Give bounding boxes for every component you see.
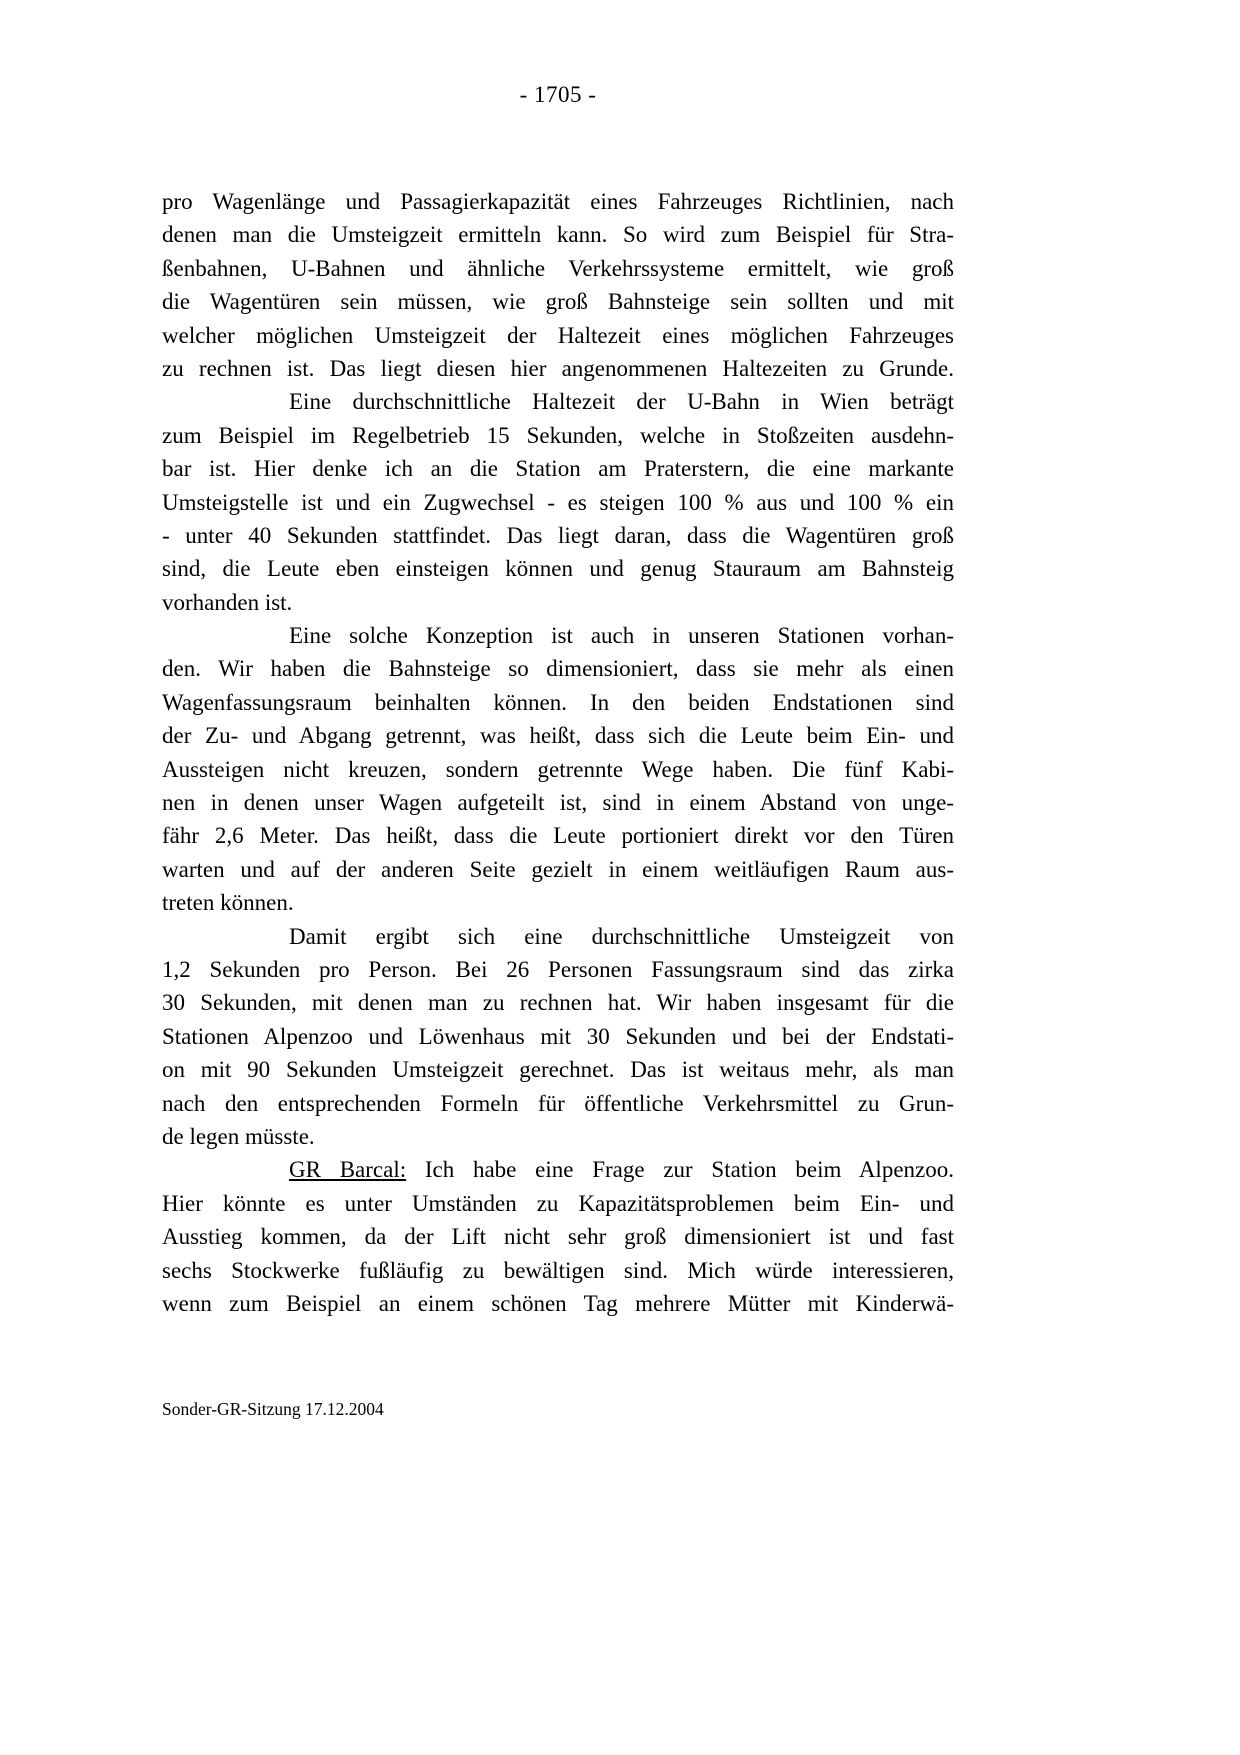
text-line: wenn zum Beispiel an einem schönen Tag mehrere Mütter mit Kinderwä-: [162, 1290, 954, 1316]
text-line: den. Wir haben die Bahnsteige so dimensioniert, dass sie mehr als einen: [162, 656, 954, 682]
text-line: pro Wagenlänge und Passagierkapazität eines Fahrzeuges Richtlinien, nach: [162, 189, 954, 214]
text-line: GR Barcal: Ich habe eine Frage zur Station beim Alpenzoo.: [289, 1157, 954, 1183]
text-line: Damit ergibt sich eine durchschnittliche Umsteigzeit von: [289, 923, 954, 949]
text-line: fähr 2,6 Meter. Das heißt, dass die Leute portioniert direkt vor den Türen: [162, 823, 954, 849]
text-line: die Wagentüren sein müssen, wie groß Bahnsteige sein sollten und mit: [162, 289, 954, 315]
text-line: de legen müsste.: [162, 1123, 315, 1149]
text-line: Hier könnte es unter Umständen zu Kapazitätsproblemen beim Ein- und: [162, 1190, 954, 1216]
text-line: vorhanden ist.: [162, 589, 293, 615]
text-line: Wagenfassungsraum beinhalten können. In den beiden Endstationen sind: [162, 689, 954, 715]
text-line: 1,2 Sekunden pro Person. Bei 26 Personen Fassungsraum sind das zirka: [162, 956, 954, 982]
text-line: sind, die Leute eben einsteigen können und genug Stauraum am Bahnsteig: [162, 556, 954, 582]
text-line: Umsteigstelle ist und ein Zugwechsel - es steigen 100 % aus und 100 % ein: [162, 489, 954, 515]
text-line: Aussteigen nicht kreuzen, sondern getrennte Wege haben. Die fünf Kabi-: [162, 756, 954, 782]
text-line: - unter 40 Sekunden stattfindet. Das liegt daran, dass die Wagentüren groß: [162, 522, 954, 548]
text-line: Stationen Alpenzoo und Löwenhaus mit 30 Sekunden und bei der Endstati-: [162, 1023, 954, 1049]
text-line: zum Beispiel im Regelbetrieb 15 Sekunden, welche in Stoßzeiten ausdehn-: [162, 422, 954, 448]
text-line: Ausstieg kommen, da der Lift nicht sehr groß dimensioniert ist und fast: [162, 1224, 954, 1250]
text-line: welcher möglichen Umsteigzeit der Haltezeit eines möglichen Fahrzeuges: [162, 322, 954, 348]
text-line: warten und auf der anderen Seite gezielt in einem weitläufigen Raum aus-: [162, 856, 954, 882]
body-text: [162, 185, 954, 1320]
page-number: - 1705 -: [519, 82, 597, 107]
text-line: denen man die Umsteigzeit ermitteln kann. So wird zum Beispiel für Stra-: [162, 222, 954, 248]
text-line: bar ist. Hier denke ich an die Station am Praterstern, die eine markante: [162, 456, 954, 482]
text-line: ßenbahnen, U-Bahnen und ähnliche Verkehrssysteme ermittelt, wie groß: [162, 255, 954, 281]
text-line: 30 Sekunden, mit denen man zu rechnen hat. Wir haben insgesamt für die: [162, 990, 954, 1016]
text-line: Eine solche Konzeption ist auch in unseren Stationen vorhan-: [289, 623, 954, 649]
text-line: nen in denen unser Wagen aufgeteilt ist, sind in einem Abstand von unge-: [162, 790, 954, 816]
footer-session-label: Sonder-GR-Sitzung 17.12.2004: [162, 1399, 384, 1419]
text-line: on mit 90 Sekunden Umsteigzeit gerechnet. Das ist weitaus mehr, als man: [162, 1057, 954, 1083]
text-line: der Zu- und Abgang getrennt, was heißt, dass sich die Leute beim Ein- und: [162, 723, 954, 749]
text-line: sechs Stockwerke fußläufig zu bewältigen sind. Mich würde interessieren,: [162, 1257, 954, 1283]
text-line: zu rechnen ist. Das liegt diesen hier angenommenen Haltezeiten zu Grunde.: [162, 355, 954, 381]
text-line: treten können.: [162, 890, 294, 916]
text-line: nach den entsprechenden Formeln für öffentliche Verkehrsmittel zu Grun-: [162, 1090, 954, 1116]
speaker-name: GR Barcal:: [289, 1157, 407, 1183]
text-line: Eine durchschnittliche Haltezeit der U-Bahn in Wien beträgt: [289, 389, 954, 415]
